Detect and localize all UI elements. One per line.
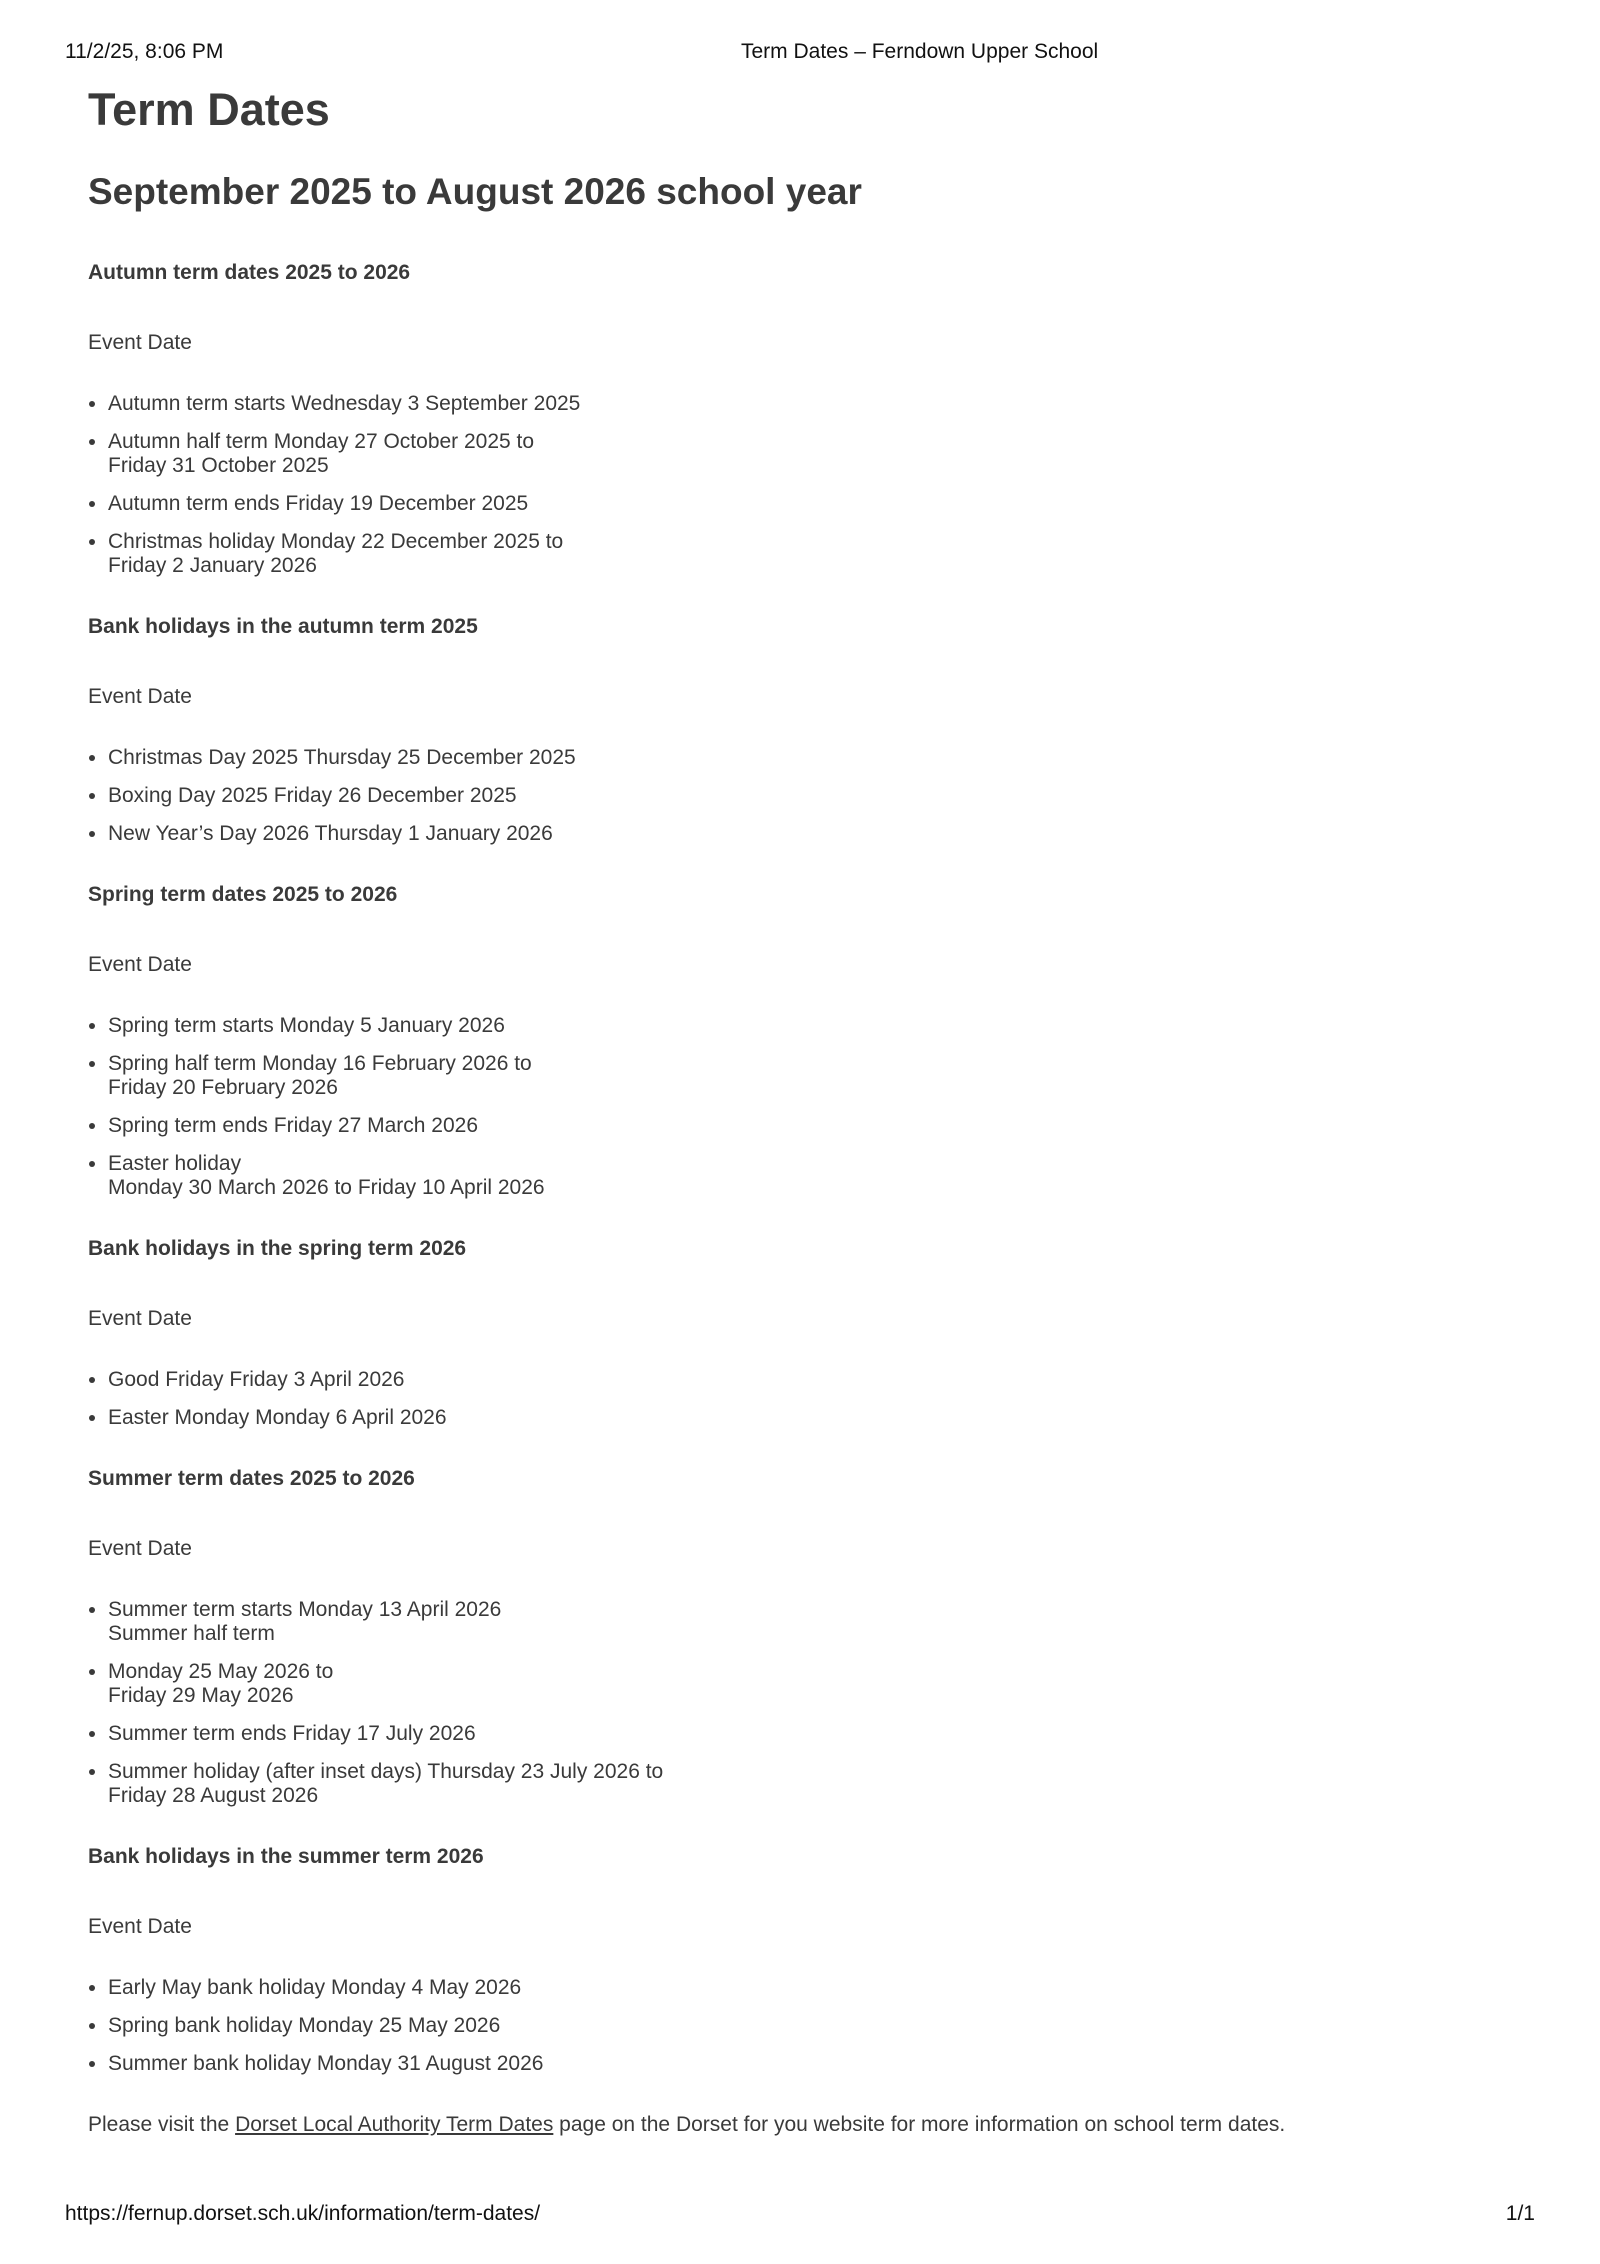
event-list-item [108,430,1528,478]
event-text: Summer half term [108,1622,275,1645]
event-list [88,746,1528,846]
section-heading: Bank holidays in the spring term 2026 [88,1237,467,1260]
term-section [88,1234,1528,1430]
event-list-item [108,2052,1528,2076]
event-list-item [108,1052,1528,1100]
page-subtitle: September 2025 to August 2026 school year [88,171,862,212]
section-heading: Bank holidays in the autumn term 2025 [88,615,478,638]
event-text: • Autumn term ends Friday 19 December 2025 [108,492,529,515]
event-list-item [108,1760,1528,1808]
event-text: Monday 30 March 2026 to Friday 10 April 2026 [108,1176,545,1199]
event-date-header: Event Date [88,685,192,708]
event-text: • Boxing Day 2025 Friday 26 December 2025 [108,784,517,807]
event-date-header: Event Date [88,1307,192,1330]
term-section [88,1464,1528,1808]
event-text: Friday 20 February 2026 [108,1076,338,1099]
event-text: • Good Friday Friday 3 April 2026 [108,1368,405,1391]
term-section [88,612,1528,846]
event-list-item [108,492,1528,516]
event-text: Friday 31 October 2025 [108,454,329,477]
dorset-term-dates-link[interactable]: Dorset Local Authority Term Dates [235,2113,554,2136]
term-section [88,880,1528,1200]
event-date-header: Event Date [88,1537,192,1560]
term-sections [88,258,1528,2076]
event-list-item [108,746,1528,770]
event-list-item [108,1598,1528,1646]
event-text: • Christmas Day 2025 Thursday 25 December 2025 [108,746,576,769]
event-list [88,1598,1528,1808]
print-document-title: Term Dates – Ferndown Upper School [741,40,1099,63]
footnote-prefix: Please visit the [88,2113,236,2136]
event-list-item [108,822,1528,846]
event-list-item [108,1114,1528,1138]
section-heading: Summer term dates 2025 to 2026 [88,1467,415,1490]
event-list-item [108,1406,1528,1430]
event-text: • Summer bank holiday Monday 31 August 2026 [108,2052,544,2075]
event-list-item [108,784,1528,808]
event-list-item [108,1152,1528,1200]
page-title: Term Dates [88,84,330,135]
event-list [88,392,1528,578]
event-list-item [108,1976,1528,2000]
event-text: • New Year’s Day 2026 Thursday 1 January 2026 [108,822,553,845]
event-text: • Autumn half term Monday 27 October 2025 to [108,430,535,453]
event-date-header: Event Date [88,953,192,976]
event-text: • Christmas holiday Monday 22 December 2025 to [108,530,564,553]
term-section [88,1842,1528,2076]
event-text: Friday 28 August 2026 [108,1784,319,1807]
event-list-item [108,1660,1528,1708]
event-list [88,1368,1528,1430]
event-date-header: Event Date [88,331,192,354]
event-text: Friday 29 May 2026 [108,1684,294,1707]
event-list-item [108,1722,1528,1746]
event-list [88,1976,1528,2076]
section-heading: Spring term dates 2025 to 2026 [88,883,398,906]
event-list [88,1014,1528,1200]
footnote [88,2110,1528,2140]
event-list-item [108,2014,1528,2038]
term-section [88,258,1528,578]
event-text: • Monday 25 May 2026 to [108,1660,334,1683]
event-text: Friday 2 January 2026 [108,554,317,577]
event-text: • Spring half term Monday 16 February 2026 to [108,1052,532,1075]
section-heading: Bank holidays in the summer term 2026 [88,1845,484,1868]
event-text: • Spring term ends Friday 27 March 2026 [108,1114,479,1137]
main-content [88,80,1528,2161]
event-text: • Summer term ends Friday 17 July 2026 [108,1722,476,1745]
event-list-item [108,530,1528,578]
event-text: • Easter holiday [108,1152,242,1175]
event-text: • Spring term starts Monday 5 January 2026 [108,1014,505,1037]
event-text: • Spring bank holiday Monday 25 May 2026 [108,2014,501,2037]
event-list-item [108,1368,1528,1392]
print-url: https://fernup.dorset.sch.uk/information/term-dates/ [65,2202,541,2225]
event-text: • Early May bank holiday Monday 4 May 2026 [108,1976,522,1999]
event-list-item [108,1014,1528,1038]
event-list-item [108,392,1528,416]
event-text: • Easter Monday Monday 6 April 2026 [108,1406,447,1429]
print-timestamp: 11/2/25, 8:06 PM [65,40,224,63]
section-heading: Autumn term dates 2025 to 2026 [88,261,411,284]
event-text: • Summer term starts Monday 13 April 2026 [108,1598,502,1621]
event-date-header: Event Date [88,1915,192,1938]
footnote-suffix: page on the Dorset for you website for more information on school term dates. [553,2113,1286,2136]
print-footer [65,2202,1535,2232]
event-text: • Autumn term starts Wednesday 3 September 2025 [108,392,581,415]
print-page-number: 1/1 [1505,2202,1535,2225]
print-header [65,40,1535,70]
event-text: • Summer holiday (after inset days) Thursday 23 July 2026 to [108,1760,664,1783]
